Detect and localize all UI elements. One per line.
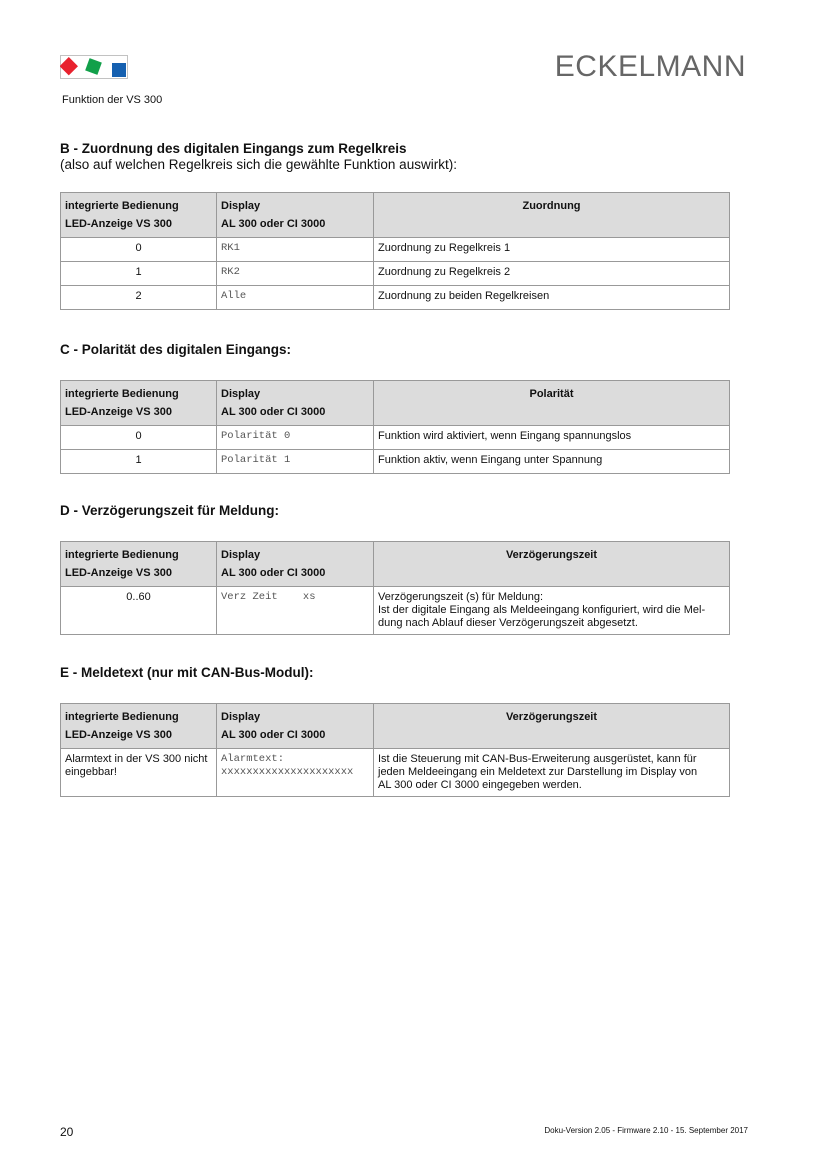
- section-b: [60, 141, 729, 310]
- section-d: [60, 503, 729, 635]
- cell-desc: Zuordnung zu Regelkreis 1: [374, 238, 730, 262]
- cell-display: RK1: [217, 238, 374, 262]
- cell-display: Polarität 1: [217, 450, 374, 474]
- section-c: [60, 342, 729, 474]
- cell-display: Polarität 0: [217, 426, 374, 450]
- cell-display: Alle: [217, 286, 374, 310]
- table-row: [61, 426, 730, 450]
- col-header-zuordnung: Zuordnung: [374, 193, 730, 238]
- cell-led: 1: [61, 262, 217, 286]
- header-subtitle: Funktion der VS 300: [62, 94, 163, 106]
- table-d: [60, 541, 730, 635]
- col-header-led: integrierte Bedienung LED-Anzeige VS 300: [61, 381, 217, 426]
- table-row: [61, 450, 730, 474]
- cell-desc: Zuordnung zu Regelkreis 2: [374, 262, 730, 286]
- page-number: 20: [60, 1125, 74, 1139]
- table-header-row: [61, 704, 730, 749]
- cell-led: 0: [61, 238, 217, 262]
- table-row: [61, 749, 730, 797]
- col-header-led: integrierte Bedienung LED-Anzeige VS 300: [61, 193, 217, 238]
- cell-desc: Funktion wird aktiviert, wenn Eingang spannungslos: [374, 426, 730, 450]
- table-header-row: [61, 542, 730, 587]
- col-header-led: integrierte Bedienung LED-Anzeige VS 300: [61, 542, 217, 587]
- cell-display: Verz Zeit xs: [217, 587, 374, 635]
- col-header-display: Display AL 300 oder CI 3000: [217, 704, 374, 749]
- table-row: [61, 238, 730, 262]
- cell-desc: Zuordnung zu beiden Regelkreisen: [374, 286, 730, 310]
- table-e: [60, 703, 730, 797]
- table-b: [60, 192, 730, 310]
- cell-desc: Funktion aktiv, wenn Eingang unter Spannung: [374, 450, 730, 474]
- cell-led: 2: [61, 286, 217, 310]
- col-header-display: Display AL 300 oder CI 3000: [217, 381, 374, 426]
- brand-logo-text: ECKELMANN: [554, 50, 746, 83]
- section-c-title: C - Polarität des digitalen Eingangs:: [60, 342, 292, 357]
- section-b-subtitle: (also auf welchen Regelkreis sich die gewählte Funktion auswirkt):: [60, 157, 457, 172]
- table-header-row: [61, 193, 730, 238]
- cell-display: Alarmtext: xxxxxxxxxxxxxxxxxxxxx: [217, 749, 374, 797]
- table-header-row: [61, 381, 730, 426]
- col-header-polaritaet: Polarität: [374, 381, 730, 426]
- table-c: [60, 380, 730, 474]
- footer-version: Doku-Version 2.05 - Firmware 2.10 - 15. September 2017: [544, 1126, 748, 1135]
- cell-led: 0: [61, 426, 217, 450]
- col-header-verzoegerungszeit: Verzögerungszeit: [374, 542, 730, 587]
- cell-desc: Verzögerungszeit (s) für Meldung: Ist der digitale Eingang als Meldeeingang konfiguriert, wird die Mel- dung nach Ablauf dieser Verzögerungszeit abgesetzt.: [374, 587, 730, 635]
- col-header-led: integrierte Bedienung LED-Anzeige VS 300: [61, 704, 217, 749]
- cell-led: 1: [61, 450, 217, 474]
- section-e: [60, 665, 729, 797]
- section-b-title: B - Zuordnung des digitalen Eingangs zum Regelkreis: [60, 141, 407, 156]
- cell-display: RK2: [217, 262, 374, 286]
- table-row: [61, 262, 730, 286]
- cell-desc: Ist die Steuerung mit CAN-Bus-Erweiterung ausgerüstet, kann für jeden Meldeeingang ein Meldetext zur Darstellung im Display von AL 300 oder CI 3000 eingegeben werden.: [374, 749, 730, 797]
- cell-led: Alarmtext in der VS 300 nicht eingebbar!: [61, 749, 217, 797]
- eckelmann-logo-icon: [60, 55, 128, 79]
- section-e-title: E - Meldetext (nur mit CAN-Bus-Modul):: [60, 665, 314, 680]
- section-d-title: D - Verzögerungszeit für Meldung:: [60, 503, 280, 518]
- table-row: [61, 587, 730, 635]
- col-header-display: Display AL 300 oder CI 3000: [217, 193, 374, 238]
- table-row: [61, 286, 730, 310]
- cell-led: 0..60: [61, 587, 217, 635]
- col-header-display: Display AL 300 oder CI 3000: [217, 542, 374, 587]
- col-header-verzoegerungszeit: Verzögerungszeit: [374, 704, 730, 749]
